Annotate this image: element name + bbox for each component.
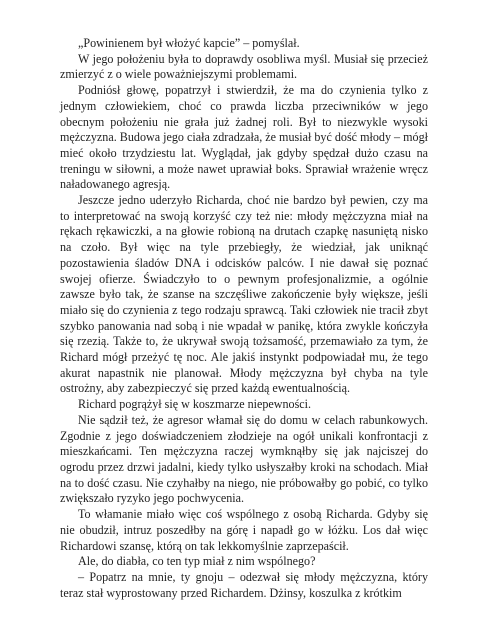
paragraph: Nie sądził też, że agresor włamał się do domu w celach rabunkowych. Zgodnie z jego doświadczeniem złodzieje na ogół unikali konfrontacji z mieszkańcami. Ten mężczyzna raczej wymknąłby się jak najciszej do ogrodu przez drzwi jadalni, kiedy tylko usłyszałby kroki na schodach. Miał na to dość czasu. Nie czyhałby na niego, nie próbowałby go pobić, co tylko zwiększało ryzyko jego pochwycenia.: [60, 412, 428, 506]
paragraph: Podniósł głowę, popatrzył i stwierdził, że ma do czynienia tylko z jednym człowiekiem, choć co prawda liczba przeciwników w jego obecnym położeniu nie grała już żadnej roli. Był to niezwykle wysoki mężczyzna. Budowa jego ciała zdradzała, że musiał być dość młody – mógł mieć około trzydziestu lat. Wyglądał, jak gdyby spędzał dużo czasu na treningu w siłowni, a może nawet uprawiał boks. Sprawiał wrażenie wręcz naładowanego agresją.: [60, 83, 428, 192]
paragraph: To włamanie miało więc coś wspólnego z osobą Richarda. Gdyby się nie obudził, intruz poszedłby na górę i napadł go w łóżku. Los dał więc Richardowi szansę, którą on tak lekkomyślnie zaprzepaścił.: [60, 507, 428, 553]
text-column: [60, 36, 428, 601]
paragraph: „Powinienem był włożyć kapcie” – pomyślał.: [78, 36, 300, 50]
paragraph: Richard pogrążył się w koszmarze niepewności.: [78, 397, 312, 412]
paragraph: W jego położeniu była to doprawdy osobliwa myśl. Musiał się przecież zmierzyć z o wiele poważniejszymi problemami.: [60, 51, 428, 82]
paragraph: Jeszcze jedno uderzyło Richarda, choć nie bardzo był pewien, czy ma to interpretować na swoją korzyść czy też nie: młody mężczyzna miał na rękach rękawiczki, a na głowie robioną na drutach czapkę nasuniętą nisko na czoło. Był więc na tyle przebiegły, że wiedział, jak uniknąć pozostawienia śladów DNA i odcisków palców. I nie dawał się poznać swojej ofierze. Świadczyło to o pewnym profesjonalizmie, a ogólnie zawsze było tak, że szanse na szczęśliwe zakończenie były większe, jeśli miało się do czynienia z tego rodzaju sprawcą. Taki człowiek nie tracił zbyt szybko panowania nad sobą i nie wpadał w panikę, która zwykle kończyła się rzezią. Także to, że ukrywał swoją tożsamość, przemawiało za tym, że Richard mógł przeżyć tę noc. Ale jakiś instynkt podpowiadał mu, że tego akurat napastnik nie planował. Młody mężczyzna był chyba na tyle ostrożny, aby zabezpieczyć się przed każdą ewentualnością.: [60, 193, 428, 396]
paragraph: – Popatrz na mnie, ty gnoju – odezwał się młody mężczyzna, który teraz stał wyprostowany przed Richardem. Dżinsy, koszulka z krótkim: [60, 569, 428, 600]
paragraph: Ale, do diabła, co ten typ miał z nim wspólnego?: [78, 554, 316, 569]
